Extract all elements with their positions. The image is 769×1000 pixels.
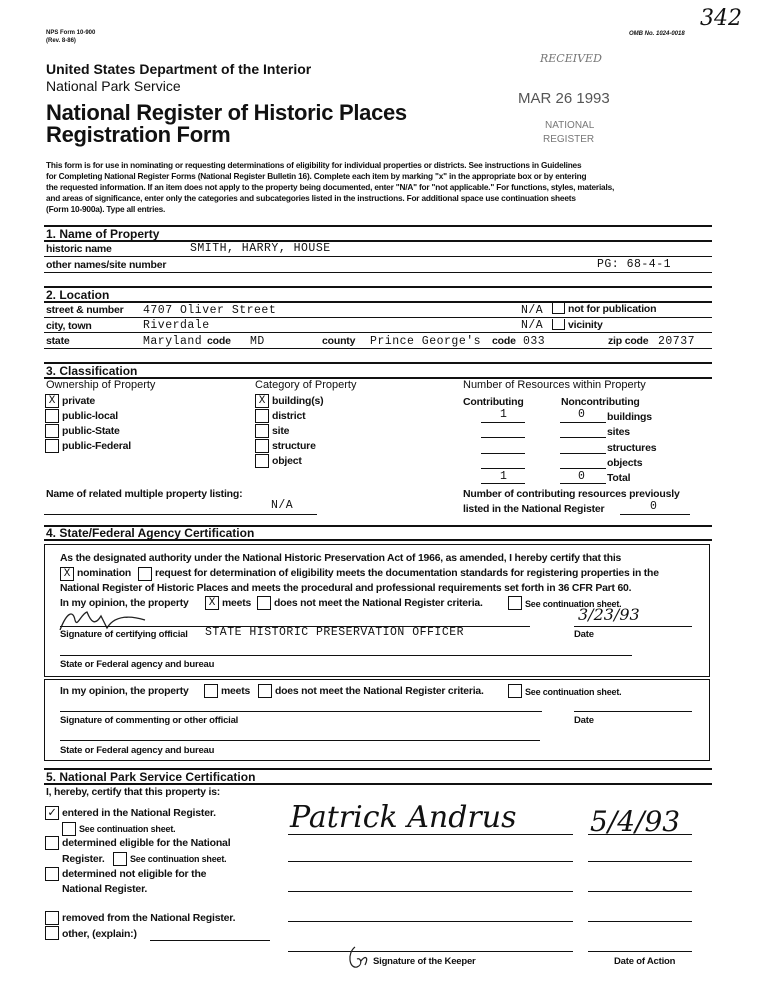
determination-request-checkbox[interactable]	[138, 567, 152, 581]
comment-does-not-meet-label: does not meet the National Register criteria.	[275, 686, 484, 697]
determination-request-label: request for determination of eligibility meets the documentation standards for registering properties in the	[155, 568, 659, 579]
resources-heading: Number of Resources within Property	[463, 379, 646, 391]
form-revision: (Rev. 8-86)	[46, 38, 76, 44]
zip-value[interactable]: 20737	[658, 335, 696, 348]
page-number: 342	[700, 6, 742, 31]
category-building-label: building(s)	[272, 395, 324, 407]
continuation-sheet-label-1: See continuation sheet.	[525, 599, 622, 609]
removed-label: removed from the National Register.	[62, 912, 236, 924]
category-district-label: district	[272, 410, 306, 422]
nps-certify-intro: I, hereby, certify that this property is:	[46, 787, 221, 798]
keeper-signature-label: Signature of the Keeper	[373, 956, 476, 967]
removed-checkbox[interactable]	[45, 911, 59, 925]
keeper-signature[interactable]: Patrick Andrus	[290, 800, 517, 835]
ownership-public-federal-label: public-Federal	[62, 440, 131, 452]
omb-number: OMB No. 1024-0018	[629, 31, 685, 37]
intro-line-5: (Form 10-900a). Type all entries.	[46, 204, 166, 214]
continuation-sheet-checkbox-2[interactable]	[508, 684, 522, 698]
certification-date[interactable]: 3/23/93	[578, 605, 640, 624]
section-2-heading: 2. Location	[46, 288, 110, 302]
category-object-checkbox[interactable]	[255, 454, 269, 468]
vicinity-na: N/A	[521, 319, 544, 332]
certification-date-label: Date	[574, 629, 594, 640]
county-value[interactable]: Prince George's	[370, 335, 482, 348]
department-name: United States Department of the Interior	[46, 61, 312, 77]
nomination-label: nomination	[77, 568, 131, 579]
not-for-publication-checkbox[interactable]	[552, 303, 565, 314]
does-not-meet-label: does not meet the National Register criteria.	[274, 598, 483, 609]
commenting-signature-label: Signature of commenting or other official	[60, 715, 239, 726]
commenting-agency-label: State or Federal agency and bureau	[60, 745, 215, 756]
eligible-continuation-checkbox[interactable]	[113, 852, 127, 866]
not-eligible-label-2: National Register.	[62, 883, 148, 895]
city-value[interactable]: Riverdale	[143, 319, 210, 332]
category-site-checkbox[interactable]	[255, 424, 269, 438]
city-label: city, town	[46, 320, 92, 332]
continuation-sheet-label-2: See continuation sheet.	[525, 687, 622, 697]
stamp-national: NATIONAL	[545, 120, 595, 131]
multiple-listing-label: Name of related multiple property listing:	[46, 488, 243, 500]
category-heading: Category of Property	[255, 379, 357, 391]
not-eligible-label-1: determined not eligible for the	[62, 868, 207, 880]
not-for-publication-label: not for publication	[568, 303, 657, 315]
state-value[interactable]: Maryland	[143, 335, 203, 348]
other-names-value[interactable]: PG: 68-4-1	[597, 258, 672, 271]
form-number: NPS Form 10-900	[46, 30, 96, 36]
state-code-label: code	[207, 335, 231, 347]
section-4-heading: 4. State/Federal Agency Certification	[46, 526, 255, 540]
comment-meets-label: meets	[221, 686, 251, 697]
intro-line-4: and areas of significance, enter only the categories and subcategories listed in the instructions. For additional space use continuation sheets	[46, 193, 576, 203]
ownership-private-checkbox[interactable]: X	[45, 394, 59, 408]
form-title: National Register of Historic Places	[46, 100, 407, 125]
category-structure-checkbox[interactable]	[255, 439, 269, 453]
determined-eligible-checkbox[interactable]	[45, 836, 59, 850]
intro-line-3: the requested information. If an item does not apply to the property being documented, enter "N/A" for "not applicable." For functions, styles, materials,	[46, 182, 615, 192]
date-of-action-label: Date of Action	[614, 956, 676, 967]
other-names-label: other names/site number	[46, 259, 167, 271]
nomination-checkbox[interactable]: X	[60, 567, 74, 581]
previously-listed-value[interactable]: 0	[650, 500, 658, 513]
total-noncontributing[interactable]: 0	[578, 470, 586, 483]
county-code-value[interactable]: 033	[523, 335, 546, 348]
ownership-public-local-checkbox[interactable]	[45, 409, 59, 423]
cert-paragraph-line-1: As the designated authority under the National Historic Preservation Act of 1966, as amended, I hereby certify that this	[60, 553, 622, 564]
historic-name-label: historic name	[46, 243, 112, 255]
total-label: Total	[607, 472, 631, 484]
category-site-label: site	[272, 425, 290, 437]
ownership-public-federal-checkbox[interactable]	[45, 439, 59, 453]
historic-name-value[interactable]: SMITH, HARRY, HOUSE	[190, 242, 331, 255]
category-building-checkbox[interactable]: X	[255, 394, 269, 408]
previously-listed-label-2: listed in the National Register	[463, 503, 605, 515]
zip-label: zip code	[608, 335, 649, 347]
ownership-public-local-label: public-local	[62, 410, 118, 422]
county-label: county	[322, 335, 356, 347]
meets-criteria-label: meets	[222, 598, 252, 609]
section-3-heading: 3. Classification	[46, 364, 138, 378]
certifying-official-title[interactable]: STATE HISTORIC PRESERVATION OFFICER	[205, 626, 465, 639]
multiple-listing-value[interactable]: N/A	[271, 499, 294, 512]
sites-label: sites	[607, 426, 630, 438]
entered-register-checkbox[interactable]: ✓	[45, 806, 59, 820]
keeper-date[interactable]: 5/4/93	[590, 805, 681, 838]
buildings-label: buildings	[607, 411, 652, 423]
eligible-continuation-label: See continuation sheet.	[130, 854, 227, 864]
buildings-noncontributing[interactable]: 0	[578, 408, 586, 421]
service-name: National Park Service	[46, 78, 181, 94]
vicinity-checkbox[interactable]	[552, 319, 565, 330]
state-code-value[interactable]: MD	[250, 335, 265, 348]
certifying-agency-label: State or Federal agency and bureau	[60, 659, 215, 670]
contributing-label: Contributing	[463, 396, 524, 408]
noncontributing-label: Noncontributing	[561, 396, 640, 408]
category-structure-label: structure	[272, 440, 316, 452]
county-code-label: code	[492, 335, 516, 347]
keeper-initials-mark	[345, 943, 375, 973]
does-not-meet-checkbox[interactable]	[257, 596, 271, 610]
commenting-date-label: Date	[574, 715, 594, 726]
entered-register-label: entered in the National Register.	[62, 807, 216, 819]
section-5-heading: 5. National Park Service Certification	[46, 770, 256, 784]
not-for-publication-na: N/A	[521, 304, 544, 317]
category-district-checkbox[interactable]	[255, 409, 269, 423]
form-subtitle: Registration Form	[46, 122, 231, 147]
category-object-label: object	[272, 455, 302, 467]
intro-line-1: This form is for use in nominating or requesting determinations of eligibility for individual properties or districts. See instructions in Guidelines	[46, 160, 582, 170]
ownership-public-state-checkbox[interactable]	[45, 424, 59, 438]
ownership-private-label: private	[62, 395, 96, 407]
other-checkbox[interactable]	[45, 926, 59, 940]
ownership-heading: Ownership of Property	[46, 379, 156, 391]
comment-does-not-meet-checkbox[interactable]	[258, 684, 272, 698]
section-1-heading: 1. Name of Property	[46, 227, 160, 241]
previously-listed-label-1: Number of contributing resources previously	[463, 488, 680, 500]
meets-criteria-checkbox[interactable]: X	[205, 596, 219, 610]
not-eligible-checkbox[interactable]	[45, 867, 59, 881]
structures-label: structures	[607, 442, 657, 454]
entered-continuation-label: See continuation sheet.	[79, 824, 176, 834]
opinion-label: In my opinion, the property	[60, 598, 189, 609]
vicinity-label: vicinity	[568, 319, 603, 331]
street-label: street & number	[46, 304, 124, 316]
state-label: state	[46, 335, 70, 347]
other-label: other, (explain:)	[62, 928, 137, 940]
determined-eligible-register: Register.	[62, 853, 105, 865]
comment-meets-checkbox[interactable]	[204, 684, 218, 698]
continuation-sheet-checkbox-1[interactable]	[508, 596, 522, 610]
stamp-received: RECEIVED	[540, 52, 602, 65]
determined-eligible-label: determined eligible for the National	[62, 837, 231, 849]
cert-paragraph-line-3: National Register of Historic Places and meets the procedural and professional requirements set forth in 36 CFR Part 60.	[60, 583, 632, 594]
certifying-signature-label: Signature of certifying official	[60, 629, 188, 640]
intro-line-2: for Completing National Register Forms (National Register Bulletin 16). Complete each item by marking "x" in the appropriate box or by entering	[46, 171, 587, 181]
ownership-public-state-label: public-State	[62, 425, 120, 437]
street-value[interactable]: 4707 Oliver Street	[143, 304, 277, 317]
buildings-contributing[interactable]: 1	[500, 408, 508, 421]
total-contributing[interactable]: 1	[500, 470, 508, 483]
stamp-register: REGISTER	[543, 134, 595, 145]
stamp-date: MAR 26 1993	[518, 90, 610, 107]
objects-label: objects	[607, 457, 643, 469]
comment-opinion-label: In my opinion, the property	[60, 686, 189, 697]
entered-continuation-checkbox[interactable]	[62, 822, 76, 836]
